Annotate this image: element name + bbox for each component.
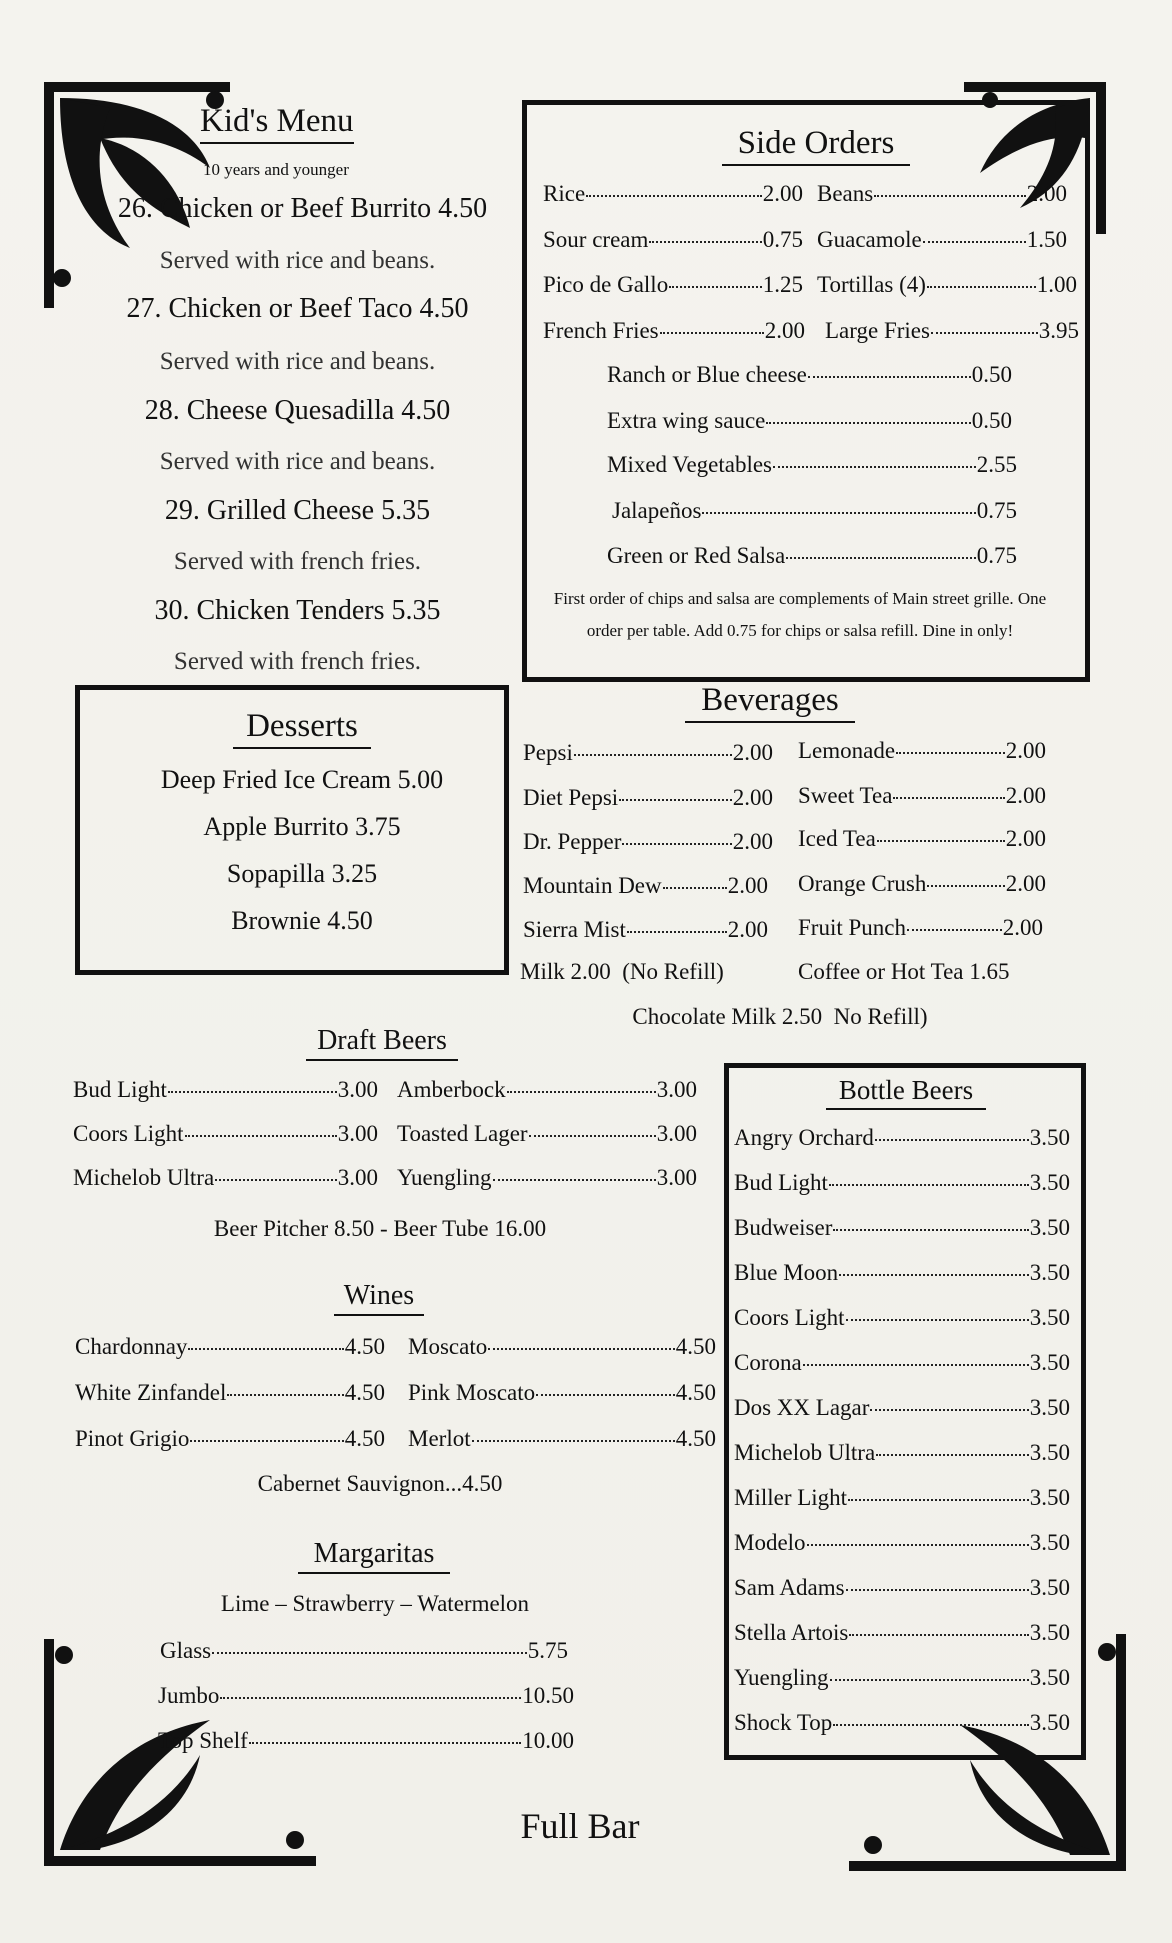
side-order-row: French Fries 2.00 bbox=[543, 318, 805, 343]
side-order-row: Tortillas (4) 1.00 bbox=[817, 272, 1077, 297]
kids-menu-item-desc: Served with rice and beans. bbox=[159, 348, 436, 375]
wine-row: White Zinfandel 4.50 bbox=[75, 1380, 385, 1405]
beverage-row: Pepsi 2.00 bbox=[523, 740, 773, 765]
kids-menu-item: 26. Chicken or Beef Burrito 4.50 bbox=[117, 193, 488, 224]
side-order-row: Extra wing sauce 0.50 bbox=[607, 408, 1012, 433]
draft-beer-row: Toasted Lager 3.00 bbox=[397, 1121, 697, 1146]
wine-row: Merlot 4.50 bbox=[408, 1426, 716, 1451]
dessert-item: Apple Burrito 3.75 bbox=[203, 812, 401, 841]
side-order-row: Rice 2.00 bbox=[543, 181, 803, 206]
kids-menu-item: 29. Grilled Cheese 5.35 bbox=[164, 495, 431, 526]
kids-menu-subtitle: 10 years and younger bbox=[203, 160, 349, 179]
margarita-flavors: Lime – Strawberry – Watermelon bbox=[220, 1591, 530, 1616]
kids-menu-item-desc: Served with french fries. bbox=[173, 648, 422, 675]
draft-beer-row: Bud Light 3.00 bbox=[73, 1077, 378, 1102]
wines-title: Wines bbox=[334, 1280, 424, 1316]
kids-menu-item: 28. Cheese Quesadilla 4.50 bbox=[144, 395, 451, 426]
beverage-row: Sierra Mist 2.00 bbox=[523, 917, 768, 942]
draft-beer-row: Amberbock 3.00 bbox=[397, 1077, 697, 1102]
bottle-beer-row: Bud Light 3.50 bbox=[734, 1170, 1070, 1195]
side-order-row: Large Fries 3.95 bbox=[825, 318, 1079, 343]
wine-row: Moscato 4.50 bbox=[408, 1334, 716, 1359]
kids-menu-item: 30. Chicken Tenders 5.35 bbox=[154, 595, 441, 626]
beverage-row: Sweet Tea 2.00 bbox=[798, 783, 1046, 808]
bottle-beer-row: Corona 3.50 bbox=[734, 1350, 1070, 1375]
beverage-row: Mountain Dew 2.00 bbox=[523, 873, 768, 898]
side-order-row: Mixed Vegetables 2.55 bbox=[607, 452, 1017, 477]
bottle-beer-row: Coors Light 3.50 bbox=[734, 1305, 1070, 1330]
bottle-beer-row: Michelob Ultra 3.50 bbox=[734, 1440, 1070, 1465]
bottle-beer-row: Budweiser 3.50 bbox=[734, 1215, 1070, 1240]
bottle-beer-row: Stella Artois 3.50 bbox=[734, 1620, 1070, 1645]
bottle-beers-title: Bottle Beers bbox=[826, 1075, 986, 1110]
chocolate-milk-line: Chocolate Milk 2.50 No Refill) bbox=[632, 1004, 928, 1029]
kids-menu-item-desc: Served with french fries. bbox=[173, 548, 422, 575]
bottle-beer-row: Shock Top 3.50 bbox=[734, 1710, 1070, 1735]
margarita-row: Glass 5.75 bbox=[160, 1638, 568, 1663]
dessert-item: Deep Fried Ice Cream 5.00 bbox=[160, 765, 444, 794]
bottle-beer-row: Miller Light 3.50 bbox=[734, 1485, 1070, 1510]
side-order-row: Sour cream 0.75 bbox=[543, 227, 803, 252]
wine-row: Chardonnay 4.50 bbox=[75, 1334, 385, 1359]
milk-line: Milk 2.00 (No Refill) bbox=[520, 959, 724, 984]
coffee-line: Coffee or Hot Tea 1.65 bbox=[798, 959, 1010, 984]
margarita-row: Top Shelf 10.00 bbox=[158, 1728, 574, 1753]
draft-beer-row: Yuengling 3.00 bbox=[397, 1165, 697, 1190]
side-order-row: Beans 2.00 bbox=[817, 181, 1067, 206]
beverage-row: Dr. Pepper 2.00 bbox=[523, 829, 773, 854]
kids-menu-item-desc: Served with rice and beans. bbox=[159, 247, 436, 274]
dessert-item: Sopapilla 3.25 bbox=[226, 859, 378, 888]
side-orders-title: Side Orders bbox=[722, 125, 910, 166]
beverage-row: Iced Tea 2.00 bbox=[798, 826, 1046, 851]
dessert-item: Brownie 4.50 bbox=[231, 906, 373, 935]
margarita-row: Jumbo 10.50 bbox=[158, 1683, 574, 1708]
beverage-row: Diet Pepsi 2.00 bbox=[523, 785, 773, 810]
beverage-row: Fruit Punch 2.00 bbox=[798, 915, 1043, 940]
bottle-beer-row: Sam Adams 3.50 bbox=[734, 1575, 1070, 1600]
desserts-title: Desserts bbox=[233, 708, 371, 749]
cabernet-line: Cabernet Sauvignon...4.50 bbox=[257, 1471, 503, 1496]
kids-menu-title: Kid's Menu bbox=[200, 103, 354, 144]
side-order-row: Guacamole 1.50 bbox=[817, 227, 1067, 252]
bottle-beer-row: Dos XX Lagar 3.50 bbox=[734, 1395, 1070, 1420]
full-bar-label: Full Bar bbox=[520, 1806, 640, 1846]
bottle-beer-row: Yuengling 3.50 bbox=[734, 1665, 1070, 1690]
beer-pitcher-line: Beer Pitcher 8.50 - Beer Tube 16.00 bbox=[213, 1216, 547, 1241]
beverage-row: Lemonade 2.00 bbox=[798, 738, 1046, 763]
wine-row: Pink Moscato 4.50 bbox=[408, 1380, 716, 1405]
chips-salsa-note: First order of chips and salsa are complements of Main street grille. One order per table. Add 0.75 for chips or salsa refill. Dine in only! bbox=[553, 589, 1047, 640]
kids-menu-item: 27. Chicken or Beef Taco 4.50 bbox=[126, 293, 469, 324]
margaritas-title: Margaritas bbox=[298, 1538, 450, 1574]
beverage-row: Orange Crush 2.00 bbox=[798, 871, 1046, 896]
wine-row: Pinot Grigio 4.50 bbox=[75, 1426, 385, 1451]
beverages-title: Beverages bbox=[685, 682, 855, 723]
side-order-row: Green or Red Salsa 0.75 bbox=[607, 543, 1017, 568]
side-order-row: Jalapeños 0.75 bbox=[612, 498, 1017, 523]
side-order-row: Pico de Gallo 1.25 bbox=[543, 272, 803, 297]
bottle-beer-row: Angry Orchard 3.50 bbox=[734, 1125, 1070, 1150]
kids-menu-item-desc: Served with rice and beans. bbox=[159, 448, 436, 475]
bottle-beer-row: Modelo 3.50 bbox=[734, 1530, 1070, 1555]
draft-beers-title: Draft Beers bbox=[306, 1025, 458, 1061]
side-order-row: Ranch or Blue cheese 0.50 bbox=[607, 362, 1012, 387]
draft-beer-row: Coors Light 3.00 bbox=[73, 1121, 378, 1146]
bottle-beer-row: Blue Moon 3.50 bbox=[734, 1260, 1070, 1285]
draft-beer-row: Michelob Ultra 3.00 bbox=[73, 1165, 378, 1190]
